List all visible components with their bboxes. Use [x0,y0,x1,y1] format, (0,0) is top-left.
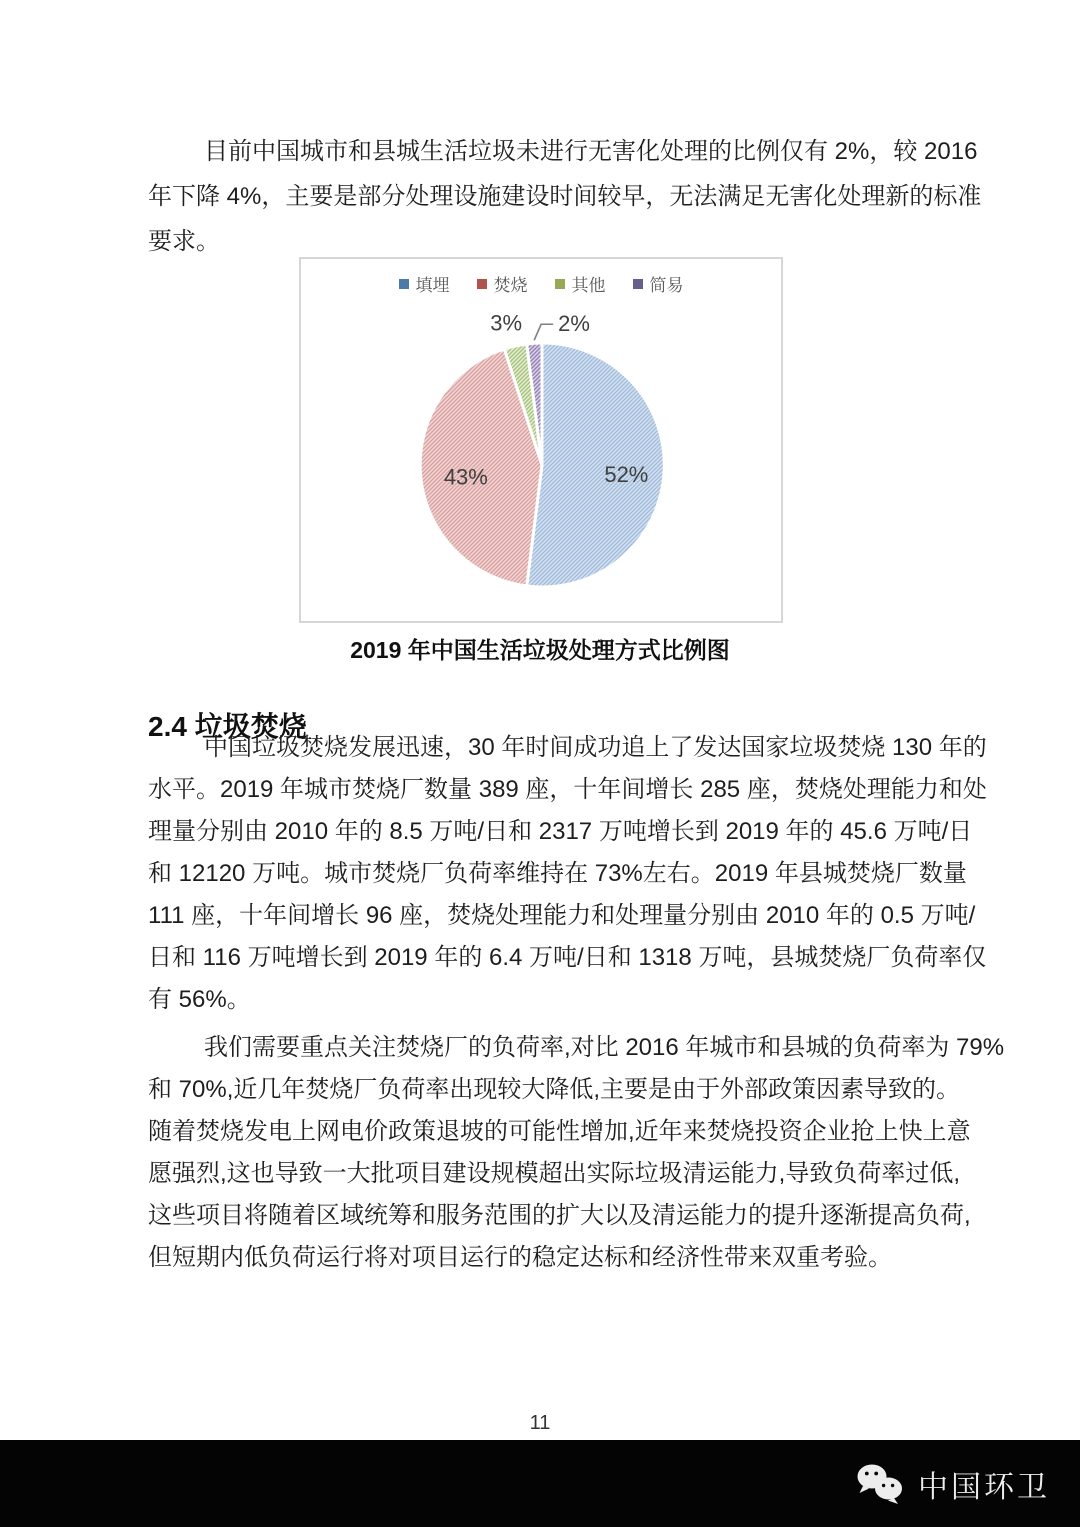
text-line: 日和 116 万吨增长到 2019 年的 6.4 万吨/日和 1318 万吨，县城焚烧厂负荷率仅 [148,944,987,971]
text-line: 和 12120 万吨。城市焚烧厂负荷率维持在 73%左右。2019 年县城焚烧厂数量 [148,860,967,887]
text-line: 要求。 [148,228,220,255]
text-line: 有 56%。 [148,986,251,1013]
data-label: 2% [558,311,590,337]
paragraph-load-rate [148,1027,1005,1279]
legend-item [633,271,684,296]
text-line: 我们需要重点关注焚烧厂的负荷率,对比 2016 年城市和县城的负荷率为 79% [204,1034,1005,1061]
legend-swatch-icon [633,279,643,289]
legend-label: 其他 [571,276,606,295]
paragraph-intro [148,129,982,264]
data-label: 3% [490,310,523,336]
chart-caption: 2019 年中国生活垃圾处理方式比例图 [350,637,730,663]
legend-swatch-icon [555,279,565,289]
leader-line [534,324,553,340]
paragraph-incineration [148,727,987,1021]
legend-item [555,271,606,296]
legend-swatch-icon [477,279,487,289]
text-line: 目前中国城市和县城生活垃圾未进行无害化处理的比例仅有 2%，较 2016 [204,138,978,165]
wechat-icon [854,1462,906,1506]
text-line: 中国垃圾焚烧发展迅速，30 年时间成功追上了发达国家垃圾焚烧 130 年的 [204,734,987,761]
legend-label: 填埋 [415,276,450,295]
text-line: 111 座，十年间增长 96 座，焚烧处理能力和处理量分别由 2010 年的 0.5 万吨/ [148,902,976,929]
watermark-text: 中国环卫 [918,1470,1050,1504]
legend-label: 焚烧 [493,276,528,295]
text-line: 水平。2019 年城市焚烧厂数量 389 座，十年间增长 285 座，焚烧处理能力和处 [148,776,987,803]
footer-watermark-bar [0,1440,1080,1527]
chart-area [299,257,783,623]
section-heading: 2.4 垃圾焚烧 [148,711,307,743]
legend-item [399,271,450,296]
text-line: 随着焚烧发电上网电价政策退坡的可能性增加,近年来焚烧投资企业抢上快上意 [148,1118,971,1145]
legend-label: 简易 [649,276,684,295]
pie-chart [301,259,781,621]
text-line: 和 70%,近几年焚烧厂负荷率出现较大降低,主要是由于外部政策因素导致的。 [148,1076,961,1103]
text-line: 理量分别由 2010 年的 8.5 万吨/日和 2317 万吨增长到 2019 年的 45.6 万吨/日 [148,818,973,845]
text-line: 年下降 4%，主要是部分处理设施建设时间较早，无法满足无害化处理新的标准 [148,183,982,210]
data-label: 43% [443,464,488,490]
legend-swatch-icon [399,279,409,289]
text-line: 但短期内低负荷运行将对项目运行的稳定达标和经济性带来双重考验。 [148,1244,892,1271]
data-label: 52% [604,462,649,488]
text-line: 这些项目将随着区域统筹和服务范围的扩大以及清运能力的提升逐渐提高负荷, [148,1202,971,1229]
text-line: 愿强烈,这也导致一大批项目建设规模超出实际垃圾清运能力,导致负荷率过低, [148,1160,961,1187]
page-number: 11 [529,1412,551,1434]
legend-item [477,271,528,296]
chart-legend [301,271,781,296]
